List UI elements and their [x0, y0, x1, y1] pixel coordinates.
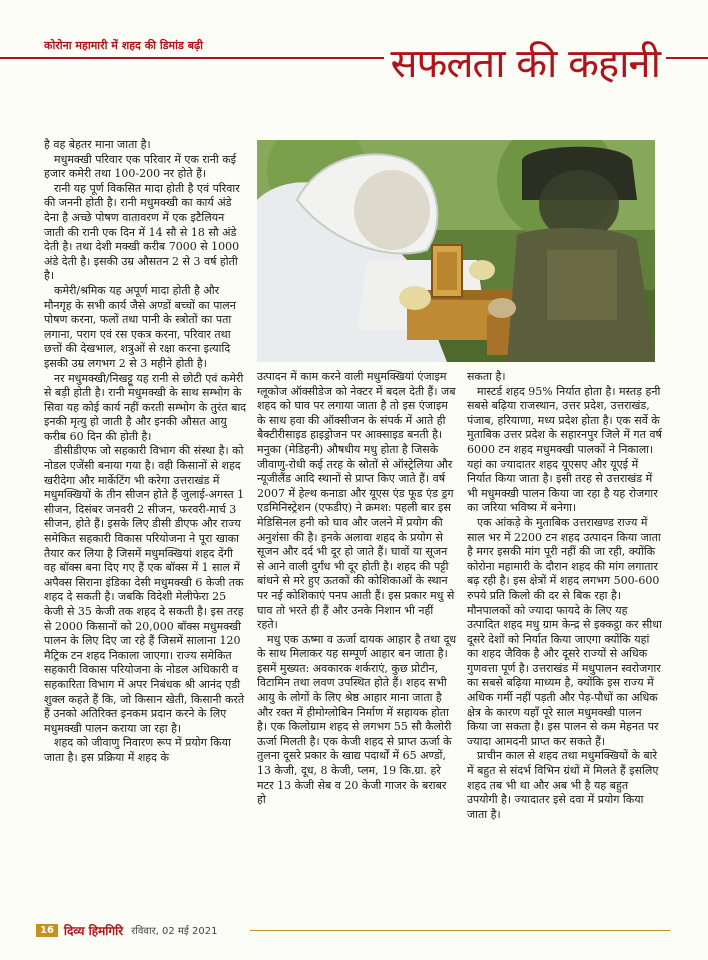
footer-divider — [250, 930, 670, 931]
paragraph: है वह बेहतर माना जाता है। — [44, 138, 151, 151]
article-column-2 — [257, 370, 457, 808]
paragraph: शहद को जीवाणु निवारण रूप में प्रयोग किया जाता है। इस प्रक्रिया में शहद के — [44, 736, 231, 764]
paragraph: सकता है। — [467, 370, 506, 383]
page-footer — [36, 923, 217, 937]
paragraph: उत्पादन में काम करने वाली मधुमक्खियां एंजाइम ग्लूकोज ऑक्सीडेज को नेक्टर में बदल देती हैं। जब शहद को घाव पर लगाया जाता है तो इस एंजाइम के साथ हवा की ऑक्सीजन के संपर्क में आते ही बैक्टीरीसाइड हाइड्रोजन पर आक्साइड बनती है। मनुका (मेडिहनी) औषधीय मधु होता है जिसके जीवाणु-रोधी कई तरह के स्रोतों से ऑस्ट्रेलिया और न्यूजीलैंड आदि स्थानों से प्राप्त किए जाते हैं। वर्ष 2007 में हेल्थ कनाडा और यूएस एंड फूड एंड ड्रग एडमिनिस्ट्रेशन (एफडीए) ने क्रमश: पहली बार इस मेडिसिनल हनी को घाव और जलने में प्रयोग की अनुशंसा की है। इनके अलावा शहद के प्रयोग से सूजन और दर्द भी दूर हो जाते हैं। घावों या सूजन से आने वाली दुर्गंध भी दूर होती है। शहद की पट्टी बांधने से मरे हुए ऊतकों की कोशिकाओं के स्थान पर नई कोशिकाएं पनप आती हैं। इस प्रकार मधु से घाव तो भरते ही हैं और उनके निशान भी नहीं रहते। — [257, 370, 456, 632]
paragraph: रानी यह पूर्ण विकसित मादा होती है एवं परिवार की जननी होती है। रानी मधुमक्खी का कार्य अंडे देना है अच्छे पोषण वातावरण में एक इटैलियन जाती की रानी एक दिन में 14 सौ से 18 सौ अंडे देती है। तथा देशी मक्खी करीब 7000 से 1000 अंडे देती है। इसकी उम्र औसतन 2 से 3 वर्ष होती है। — [44, 181, 240, 283]
beekeepers-photo — [257, 140, 655, 362]
paragraph: मास्टर्ड शहद 95% निर्यात होता है। मस्तड़ हनी सबसे बढ़िया राजस्थान, उत्तर प्रदेश, उत्तराखंड, पंजाब, हरियाणा, मध्य प्रदेश होता है। एक सर्वे के मुताबिक उत्तर प्रदेश के सहारनपुर जिले में गत वर्ष 6000 टन शहद मधुमक्खी पालकों ने निकाला। यहां का ज्यादातर शहद यूएसए और यूएई में निर्यात किया जाता है। इसी तरह से उत्तराखंड में भी मधुमक्खी पालन किया जा रहा है यह रोजगार का जरिया भविष्य में बनेगा। — [467, 384, 662, 515]
paragraph: नर मधुमक्खी/निखट्टू यह रानी से छोटी एवं कमेरी से बड़ी होती है। रानी मधुमक्खी के साथ सम्भोग के सिवा यह कोई कार्य नहीं करती सम्भोग के तुरंत बाद इनकी मृत्यु हो जाती है और इनकी औसत आयु करीब 60 दिन की होती है। — [44, 371, 247, 443]
paragraph: प्राचीन काल से शहद तथा मधुमक्खियों के बारे में बहुत से संदर्भ विभिन ग्रंथों में मिलते हैं इसलिए शहद तब भी था और अब भी है यह बहुत उपयोगी है। ज्यादातर इसे दवा में प्रयोग किया जाता है। — [467, 749, 659, 821]
paragraph: मधुमक्खी परिवार एक परिवार में एक रानी कई हजार कमेरी तथा 100-200 नर होते हैं। — [44, 152, 237, 181]
article-column-3 — [467, 370, 662, 822]
issue-date: रविवार, 02 मई 2021 — [131, 926, 218, 937]
paragraph: डीसीडीएफ जो सहकारी विभाग की संस्था है। को नोडल एजेंसी बनाया गया है। वही किसानों से शहद खरीदेगा और मार्केटिंग भी करेगा उत्तराखंड में मधुमक्खियों के तीन सीजन होते हैं जुलाई-अगस्त 1 सीजन, दिसंबर जनवरी 2 सीजन, फरवरी-मार्च 3 सीजन, होते हैं। इसके लिए डीसी डीएफ और राज्य समेकित सहकारी विकास परियोजना ने पूरा खाका तैयार कर लिया है जिसमें मधुमक्खियां शहद देंगी वह बॉक्स बना दिए गए हैं एक बॉक्स में 1 साल में अपैक्स सिराना इंडिका देसी मधुमक्खी 6 केजी तक शहद दे सकती है। जबकि विदेशी मेलीफेरा 25 केजी से 35 केजी तक शहद दे सकती है। इस तरह से 2000 किसानों को 20,000 बॉक्स मधुमक्खी पालन के लिए दिए जा रहे हैं जिसमें सालाना 120 मैट्रिक टन शहद निकाला जाएगा। राज्य समेकित सहकारी विकास परियोजना के नोडल अधिकारी व सहकारिता विभाग में अपर निबंधक श्री आनंद एडी शुक्ल कहते हैं कि, जो किसान खेती, किसानी करते हैं उनको अतिरिक्त इनकम प्रदान करने के लिए मधुमक्खी पालन कराया जा रहा है। — [44, 444, 245, 735]
paragraph: एक आंकड़े के मुताबिक उत्तराखण्ड राज्य में साल भर में 2200 टन शहद उत्पादन किया जाता है मगर इसकी मांग पूरी नहीं की जा रही, क्योंकि कोरोना महामारी के दौरान शहद की मांग लगातार बढ़ रही है। इस क्षेत्रों में शहद लगभग 500-600 रुपये प्रति किलो की दर से बिक रहा है। मौनपालकों को ज्यादा फायदे के लिए यह उत्पादित शहद मधु ग्राम केन्द्र से इक्कट्ठा कर सीधा दूसरे देशों को निर्यात किया जाएगा क्योंकि यहां का शहद जैविक है और दूसरे राज्यों से अधिक गुणवत्ता पूर्ण है। उत्तराखंड में मधुपालन स्वरोजगार का सबसे बढ़िया माध्यम है, क्योंकि इस राज्य में अधिक गर्मी नहीं पड़ती और पेड़-पौधों का अधिक क्षेत्र के कारण यहाँ पूरे साल मधुमक्खी पालन किया जा सकता है। इस पालन से कम मेहनत पर ज्यादा आमदनी प्राप्त कर सकते हैं। — [467, 515, 662, 748]
section-kicker: कोरोना महामारी में शहद की डिमांड बढ़ी — [44, 39, 204, 52]
paragraph: मधु एक ऊष्मा व ऊर्जा दायक आहार है तथा दूध के साथ मिलाकर यह सम्पूर्ण आहार बन जाता है। इसमें मुख्यत: अवकारक शर्कराएं, कुछ प्रोटीन, विटामिन तथा लवण उपस्थित होते हैं। शहद सभी आयु के लोगों के लिए श्रेष्ठ आहार माना जाता है और रक्त में हीमोग्लोबिन निर्माण में सहायक होता है। एक किलोग्राम शहद से लगभग 55 सौ कैलोरी ऊर्जा मिलती है। एक केजी शहद से प्राप्त ऊर्जा के तुलना दूसरे प्रकार के खाद्य पदार्थों में 65 अण्डों, 13 केजी, दूध, 8 केजी, प्लम, 19 कि.ग्रा. हरे मटर 13 केजी सेब व 20 केजी गाजर के बराबर हो — [257, 632, 457, 807]
magazine-name: दिव्य हिमगिरि — [63, 923, 124, 938]
article-column-1 — [44, 138, 247, 766]
page-title: सफलता की कहानी — [384, 40, 666, 88]
paragraph: कमेरी/श्रमिक यह अपूर्ण मादा होती है और मौनगृह के सभी कार्य जैसे अण्डों बच्चों का पालन पोषण करना, फलों तथा पानी के स्त्रोतों का पता लगाना, पराग एवं रस एकत्र करना, परिवार तथा छत्तों की देखभाल, शत्रुओं से रक्षा करना इत्यादि इसकी उम्र लगभग 2 से 3 महीने होती है। — [44, 283, 236, 370]
page-number: 16 — [36, 924, 58, 937]
